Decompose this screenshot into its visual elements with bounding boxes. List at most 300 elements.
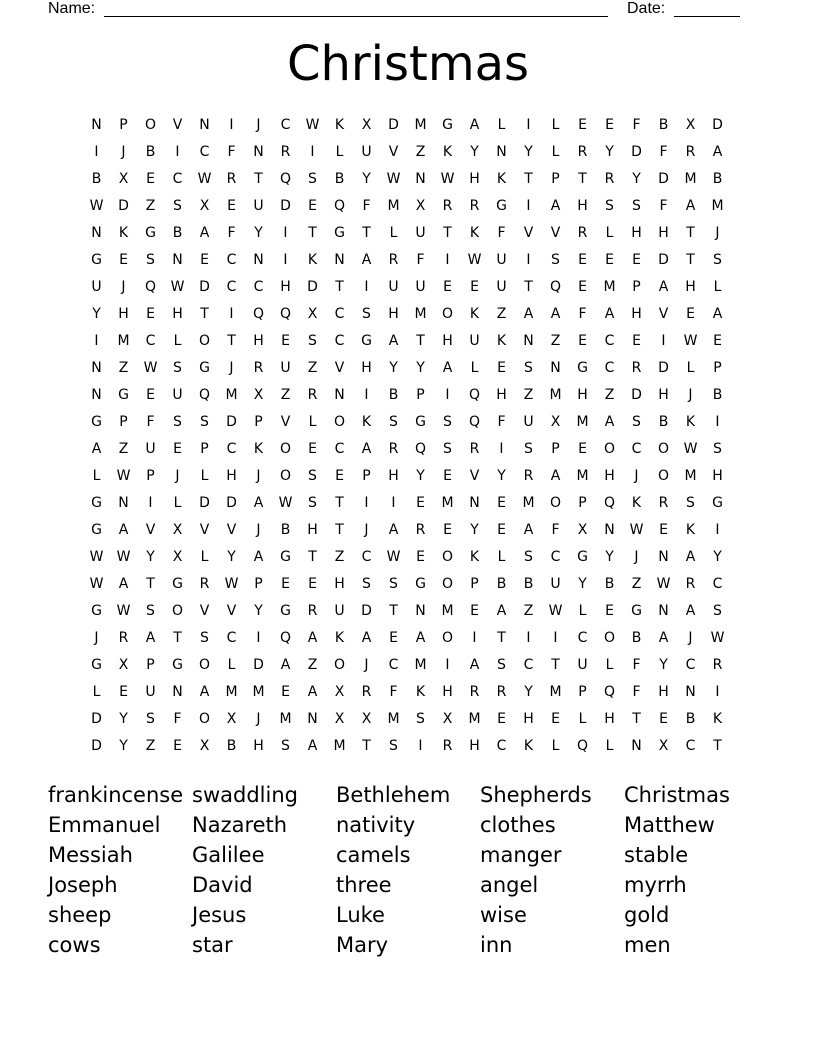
grid-letter: I	[283, 224, 288, 241]
grid-letter: N	[307, 710, 318, 727]
word-bank-item: angel	[480, 873, 539, 897]
grid-letter: S	[524, 359, 533, 376]
grid-letter: K	[712, 710, 723, 727]
word-bank-item: manger	[480, 843, 562, 867]
grid-letter: G	[91, 413, 102, 430]
grid-letter: S	[173, 359, 182, 376]
grid-letter: D	[307, 278, 318, 295]
grid-letter: K	[334, 116, 345, 133]
grid-letter: A	[307, 629, 318, 646]
grid-letter: K	[361, 413, 372, 430]
grid-letter: E	[578, 116, 587, 133]
grid-letter: D	[712, 116, 723, 133]
grid-letter: C	[388, 656, 399, 673]
grid-row	[83, 462, 731, 489]
grid-letter: Y	[632, 170, 641, 187]
grid-letter: S	[443, 440, 452, 457]
grid-letter: U	[388, 278, 399, 295]
grid-letter: X	[334, 710, 345, 727]
grid-letter: O	[441, 575, 454, 592]
grid-letter: I	[526, 197, 531, 214]
grid-letter: Y	[470, 143, 479, 160]
grid-letter: F	[632, 116, 641, 133]
grid-letter: C	[577, 629, 588, 646]
grid-letter: E	[227, 197, 236, 214]
grid-letter: Q	[414, 440, 427, 457]
grid-letter: N	[415, 170, 426, 187]
grid-letter: C	[253, 278, 264, 295]
grid-letter: S	[686, 494, 695, 511]
grid-letter: E	[578, 251, 587, 268]
grid-letter: W	[548, 602, 563, 619]
grid-letter: E	[443, 521, 452, 538]
word-bank-item: clothes	[480, 813, 556, 837]
grid-letter: Z	[307, 656, 318, 673]
grid-letter: Z	[280, 386, 291, 403]
word-bank-item: star	[192, 933, 233, 957]
grid-letter: Z	[415, 143, 426, 160]
grid-letter: W	[305, 116, 320, 133]
grid-letter: C	[226, 251, 237, 268]
grid-letter: U	[253, 197, 264, 214]
grid-letter: Q	[279, 170, 292, 187]
grid-letter: W	[683, 332, 698, 349]
grid-letter: T	[335, 494, 344, 511]
grid-letter: O	[333, 656, 346, 673]
grid-letter: J	[229, 359, 234, 376]
grid-letter: C	[685, 656, 696, 673]
grid-letter: N	[469, 494, 480, 511]
grid-letter: L	[551, 737, 560, 754]
grid-letter: D	[658, 359, 669, 376]
grid-letter: W	[386, 170, 401, 187]
grid-letter: F	[227, 224, 236, 241]
grid-letter: F	[659, 197, 668, 214]
grid-letter: B	[226, 737, 237, 754]
word-bank-item: men	[624, 933, 671, 957]
grid-letter: A	[523, 305, 534, 322]
grid-letter: D	[658, 170, 669, 187]
grid-row	[83, 435, 731, 462]
grid-letter: R	[469, 440, 480, 457]
grid-letter: T	[200, 305, 209, 322]
grid-letter: L	[497, 548, 506, 565]
grid-letter: Y	[92, 305, 101, 322]
grid-letter: W	[116, 467, 131, 484]
grid-letter: A	[685, 602, 696, 619]
grid-letter: W	[197, 170, 212, 187]
grid-letter: E	[551, 710, 560, 727]
grid-letter: R	[415, 521, 426, 538]
grid-letter: P	[578, 494, 587, 511]
grid-letter: X	[118, 656, 129, 673]
grid-letter: J	[364, 656, 369, 673]
grid-letter: A	[118, 521, 129, 538]
grid-letter: P	[119, 413, 128, 430]
grid-row	[83, 192, 731, 219]
grid-letter: K	[685, 413, 696, 430]
grid-letter: I	[229, 116, 234, 133]
grid-letter: H	[388, 305, 399, 322]
grid-letter: L	[335, 143, 344, 160]
grid-letter: A	[145, 629, 156, 646]
grid-row	[83, 327, 731, 354]
grid-letter: K	[469, 305, 480, 322]
grid-letter: E	[632, 251, 641, 268]
grid-letter: X	[550, 413, 561, 430]
puzzle-title: Christmas	[286, 36, 529, 92]
grid-letter: C	[199, 143, 210, 160]
grid-letter: X	[118, 170, 129, 187]
grid-letter: K	[496, 332, 507, 349]
grid-letter: T	[686, 251, 695, 268]
grid-letter: K	[253, 440, 264, 457]
grid-letter: M	[576, 467, 589, 484]
grid-letter: E	[497, 521, 506, 538]
word-bank-item: cows	[48, 933, 101, 957]
date-label: Date:	[627, 0, 666, 17]
grid-letter: Y	[227, 548, 236, 565]
grid-row	[83, 138, 731, 165]
grid-letter: N	[658, 602, 669, 619]
grid-letter: E	[146, 170, 155, 187]
grid-letter: E	[308, 440, 317, 457]
grid-letter: Z	[334, 548, 345, 565]
grid-letter: Z	[550, 332, 561, 349]
grid-letter: I	[526, 116, 531, 133]
grid-letter: S	[146, 602, 155, 619]
grid-letter: R	[388, 251, 399, 268]
grid-row	[83, 219, 731, 246]
grid-letter: H	[523, 710, 534, 727]
grid-letter: I	[229, 305, 234, 322]
grid-letter: D	[226, 413, 237, 430]
grid-letter: E	[308, 197, 317, 214]
grid-letter: R	[631, 359, 642, 376]
grid-letter: X	[334, 683, 345, 700]
word-bank-item: David	[192, 873, 253, 897]
grid-letter: I	[364, 278, 369, 295]
grid-letter: E	[659, 521, 668, 538]
grid-letter: S	[524, 440, 533, 457]
grid-letter: W	[143, 359, 158, 376]
grid-letter: V	[145, 521, 156, 538]
grid-letter: B	[172, 224, 183, 241]
grid-letter: C	[334, 440, 345, 457]
grid-letter: H	[442, 332, 453, 349]
grid-letter: C	[226, 629, 237, 646]
grid-letter: A	[604, 305, 615, 322]
grid-letter: T	[713, 737, 722, 754]
grid-letter: B	[145, 143, 156, 160]
grid-letter: N	[253, 143, 264, 160]
grid-letter: N	[631, 737, 642, 754]
grid-letter: G	[631, 602, 642, 619]
grid-letter: C	[604, 332, 615, 349]
grid-letter: D	[280, 197, 291, 214]
grid-letter: R	[253, 359, 264, 376]
grid-letter: F	[578, 305, 587, 322]
grid-letter: Y	[119, 737, 128, 754]
grid-letter: R	[307, 602, 318, 619]
grid-letter: R	[496, 683, 507, 700]
grid-letter: S	[200, 413, 209, 430]
grid-letter: L	[578, 710, 587, 727]
grid-letter: A	[388, 332, 399, 349]
grid-letter: Y	[146, 548, 155, 565]
grid-letter: T	[632, 710, 641, 727]
grid-letter: I	[526, 629, 531, 646]
grid-letter: V	[658, 305, 669, 322]
grid-letter: O	[657, 467, 670, 484]
grid-row	[83, 381, 731, 408]
grid-letter: R	[577, 143, 588, 160]
grid-letter: Z	[118, 440, 129, 457]
grid-letter: H	[658, 683, 669, 700]
grid-letter: C	[685, 737, 696, 754]
grid-letter: U	[361, 143, 372, 160]
grid-letter: O	[198, 332, 211, 349]
grid-letter: I	[445, 251, 450, 268]
grid-letter: S	[308, 494, 317, 511]
grid-letter: S	[524, 548, 533, 565]
grid-letter: M	[225, 386, 238, 403]
grid-letter: L	[173, 332, 182, 349]
grid-letter: P	[254, 413, 263, 430]
grid-letter: I	[418, 737, 423, 754]
grid-letter: S	[713, 251, 722, 268]
grid-letter: Y	[605, 143, 614, 160]
grid-letter: M	[414, 656, 427, 673]
grid-letter: A	[685, 548, 696, 565]
grid-letter: W	[710, 629, 725, 646]
grid-letter: U	[334, 602, 345, 619]
grid-letter: H	[604, 467, 615, 484]
grid-letter: F	[497, 224, 506, 241]
grid-letter: M	[387, 710, 400, 727]
grid-letter: E	[281, 683, 290, 700]
grid-letter: B	[658, 116, 669, 133]
grid-letter: R	[442, 737, 453, 754]
word-bank	[48, 780, 768, 960]
grid-letter: F	[551, 521, 560, 538]
grid-letter: T	[416, 332, 425, 349]
grid-letter: O	[171, 602, 184, 619]
grid-letter: M	[387, 197, 400, 214]
grid-letter: L	[92, 683, 101, 700]
grid-letter: Q	[603, 494, 616, 511]
grid-letter: R	[226, 170, 237, 187]
grid-letter: O	[549, 494, 562, 511]
grid-letter: S	[146, 251, 155, 268]
grid-letter: N	[496, 143, 507, 160]
grid-letter: Y	[578, 575, 587, 592]
grid-letter: E	[578, 278, 587, 295]
grid-letter: O	[279, 440, 292, 457]
word-bank-item: Mary	[336, 933, 389, 957]
grid-letter: R	[685, 575, 696, 592]
grid-letter: C	[226, 278, 237, 295]
grid-letter: X	[361, 116, 372, 133]
grid-letter: U	[415, 224, 426, 241]
grid-letter: I	[661, 332, 666, 349]
grid-letter: X	[226, 710, 237, 727]
grid-letter: A	[550, 305, 561, 322]
grid-letter: C	[334, 332, 345, 349]
grid-letter: C	[523, 656, 534, 673]
grid-letter: G	[280, 602, 291, 619]
grid-letter: G	[199, 359, 210, 376]
grid-letter: A	[361, 251, 372, 268]
grid-letter: T	[146, 575, 155, 592]
grid-letter: I	[256, 629, 261, 646]
grid-letter: Y	[605, 548, 614, 565]
word-bank-item: three	[336, 873, 392, 897]
grid-letter: M	[252, 683, 265, 700]
grid-letter: L	[389, 224, 398, 241]
grid-letter: B	[334, 170, 345, 187]
grid-letter: Z	[496, 305, 507, 322]
grid-letter: T	[389, 602, 398, 619]
grid-letter: A	[469, 656, 480, 673]
grid-letter: R	[685, 143, 696, 160]
grid-letter: V	[280, 413, 291, 430]
grid-letter: R	[118, 629, 129, 646]
grid-letter: R	[280, 143, 291, 160]
grid-letter: R	[199, 575, 210, 592]
grid-letter: N	[91, 116, 102, 133]
grid-letter: P	[146, 467, 155, 484]
name-line	[104, 16, 608, 17]
grid-letter: B	[685, 710, 696, 727]
grid-letter: U	[523, 413, 534, 430]
grid-letter: D	[631, 386, 642, 403]
grid-letter: Q	[468, 413, 481, 430]
grid-letter: J	[256, 521, 261, 538]
grid-letter: G	[415, 575, 426, 592]
grid-letter: B	[604, 575, 615, 592]
grid-letter: P	[200, 440, 209, 457]
grid-letter: B	[712, 170, 723, 187]
grid-letter: E	[146, 386, 155, 403]
grid-letter: V	[199, 602, 210, 619]
grid-letter: O	[603, 440, 616, 457]
grid-letter: W	[89, 575, 104, 592]
grid-letter: J	[634, 548, 639, 565]
grid-letter: S	[200, 629, 209, 646]
letter-grid	[83, 111, 731, 759]
grid-letter: I	[391, 494, 396, 511]
grid-letter: C	[496, 737, 507, 754]
grid-letter: A	[253, 548, 264, 565]
grid-letter: Y	[416, 359, 425, 376]
grid-letter: T	[686, 224, 695, 241]
grid-letter: Q	[252, 305, 265, 322]
grid-letter: X	[307, 305, 318, 322]
grid-letter: G	[172, 575, 183, 592]
grid-letter: H	[469, 737, 480, 754]
grid-letter: Z	[523, 386, 534, 403]
grid-letter: M	[549, 683, 562, 700]
grid-letter: S	[362, 575, 371, 592]
grid-letter: A	[685, 197, 696, 214]
grid-letter: X	[199, 197, 210, 214]
grid-letter: C	[604, 359, 615, 376]
grid-letter: V	[226, 521, 237, 538]
grid-letter: Y	[524, 143, 533, 160]
grid-letter: Z	[118, 359, 129, 376]
grid-letter: N	[172, 683, 183, 700]
grid-letter: F	[632, 683, 641, 700]
grid-row	[83, 354, 731, 381]
grid-letter: H	[172, 305, 183, 322]
grid-letter: A	[307, 683, 318, 700]
grid-letter: P	[578, 683, 587, 700]
grid-letter: G	[577, 548, 588, 565]
grid-letter: X	[253, 386, 264, 403]
grid-letter: E	[497, 359, 506, 376]
grid-letter: C	[280, 116, 291, 133]
grid-letter: E	[578, 332, 587, 349]
grid-letter: G	[712, 494, 723, 511]
grid-letter: A	[199, 224, 210, 241]
grid-letter: O	[279, 467, 292, 484]
grid-letter: L	[470, 359, 479, 376]
grid-letter: S	[389, 737, 398, 754]
grid-letter: S	[497, 656, 506, 673]
grid-letter: R	[388, 440, 399, 457]
word-bank-item: gold	[624, 903, 670, 927]
grid-letter: D	[388, 116, 399, 133]
grid-letter: S	[308, 170, 317, 187]
grid-row	[83, 570, 731, 597]
grid-letter: M	[441, 494, 454, 511]
grid-letter: X	[442, 710, 453, 727]
grid-letter: A	[469, 116, 480, 133]
grid-letter: E	[443, 467, 452, 484]
grid-letter: S	[308, 467, 317, 484]
grid-letter: R	[361, 683, 372, 700]
grid-letter: T	[362, 737, 371, 754]
grid-letter: E	[173, 737, 182, 754]
grid-letter: S	[389, 575, 398, 592]
grid-letter: M	[603, 278, 616, 295]
grid-letter: A	[496, 602, 507, 619]
grid-letter: Y	[659, 656, 668, 673]
grid-letter: A	[658, 629, 669, 646]
grid-letter: O	[333, 413, 346, 430]
grid-letter: H	[280, 278, 291, 295]
grid-letter: W	[278, 494, 293, 511]
grid-letter: N	[658, 548, 669, 565]
grid-letter: H	[631, 224, 642, 241]
word-bank-item: Luke	[336, 903, 385, 927]
grid-letter: E	[119, 683, 128, 700]
grid-letter: I	[715, 521, 720, 538]
grid-letter: S	[308, 332, 317, 349]
grid-letter: H	[712, 467, 723, 484]
grid-letter: A	[307, 737, 318, 754]
grid-letter: D	[91, 737, 102, 754]
grid-letter: W	[170, 278, 185, 295]
grid-letter: S	[713, 602, 722, 619]
grid-letter: G	[496, 197, 507, 214]
name-label: Name:	[48, 0, 96, 17]
grid-letter: A	[199, 683, 210, 700]
grid-letter: P	[362, 467, 371, 484]
grid-letter: M	[522, 494, 535, 511]
grid-letter: H	[496, 386, 507, 403]
